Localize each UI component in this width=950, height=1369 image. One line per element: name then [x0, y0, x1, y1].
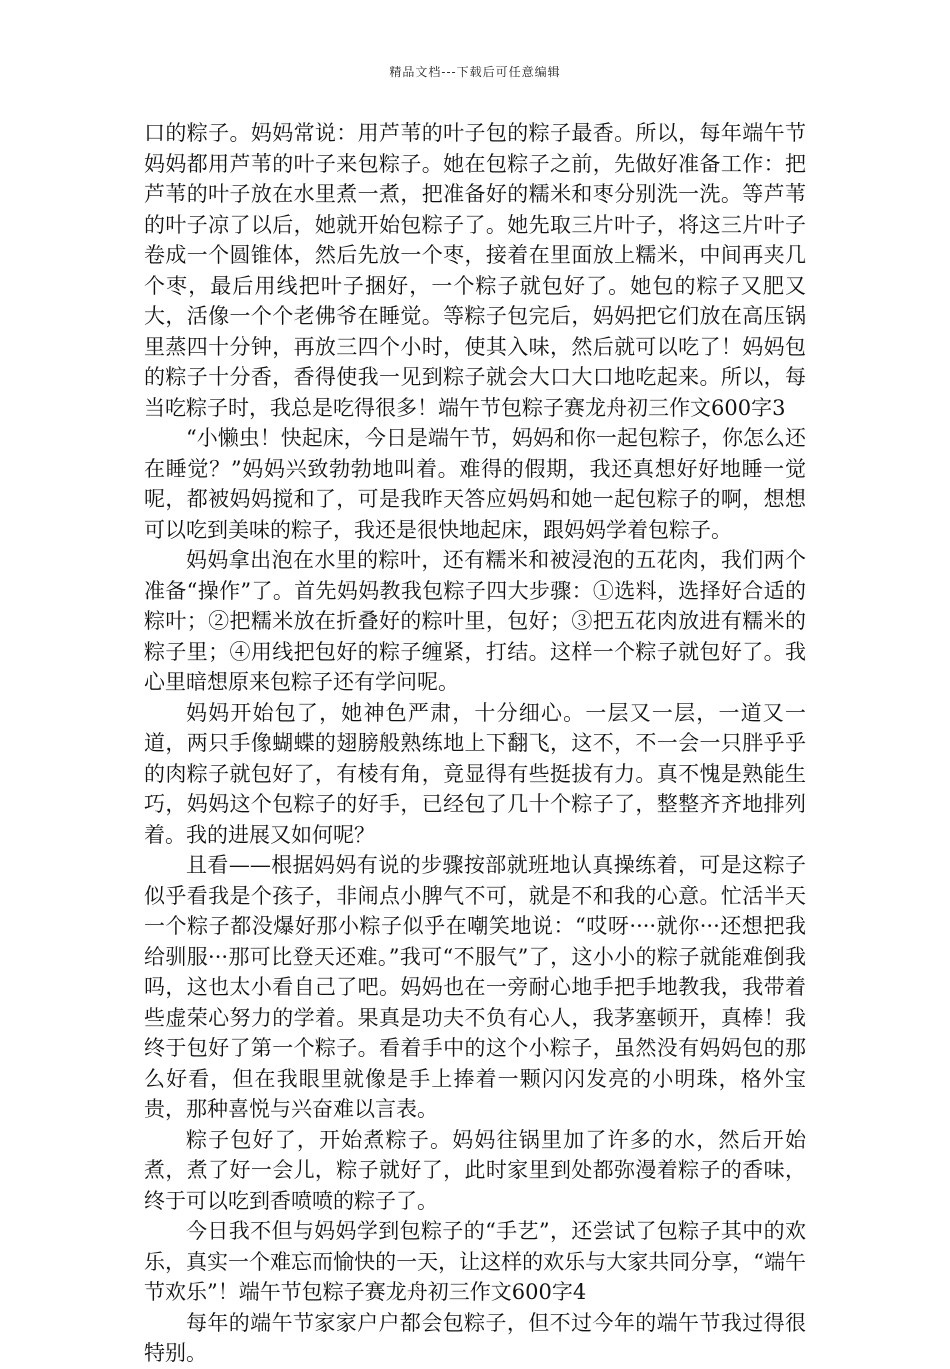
paragraph-7: 今日我不但与妈妈学到包粽子的“手艺”，还尝试了包粽子其中的欢乐，真实一个难忘而愉快的一天，让这样的欢乐与大家共同分享，“端午节欢乐”！端午节包粽子赛龙舟初三作文600字4	[144, 1219, 806, 1304]
paragraph-3: 妈妈拿出泡在水里的粽叶，还有糯米和被浸泡的五花肉，我们两个准备“操作”了。首先妈妈教我包粽子四大步骤：①选料，选择好合适的粽叶；②把糯米放在折叠好的粽叶里，包好；③把五花肉放进有糯米的粽子里；④用线把包好的粽子缠紧，打结。这样一个粽子就包好了。我心里暗想原来包粽子还有学问呢。	[144, 548, 806, 694]
paragraph-1: 口的粽子。妈妈常说：用芦苇的叶子包的粽子最香。所以，每年端午节妈妈都用芦苇的叶子来包粽子。她在包粽子之前，先做好准备工作：把芦苇的叶子放在水里煮一煮，把准备好的糯米和枣分别洗一洗。等芦苇的叶子凉了以后，她就开始包粽子了。她先取三片叶子，将这三片叶子卷成一个圆锥体，然后先放一个枣，接着在里面放上糯米，中间再夹几个枣，最后用线把叶子捆好，一个粽子就包好了。她包的粽子又肥又大，活像一个个老佛爷在睡觉。等粽子包完后，妈妈把它们放在高压锅里蒸四十分钟，再放三四个小时，使其入味，然后就可以吃了！妈妈包的粽子十分香，香得使我一见到粽子就会大口大口地吃起来。所以，每当吃粽子时，我总是吃得很多！端午节包粽子赛龙舟初三作文600字3	[144, 121, 806, 420]
document-body	[144, 118, 806, 1369]
page-header: 精品文档---下载后可任意编辑	[389, 65, 561, 79]
paragraph-4: 妈妈开始包了，她神色严肃，十分细心。一层又一层，一道又一道，两只手像蝴蝶的翅膀般熟练地上下翻飞，这不，不一会一只胖乎乎的肉粽子就包好了，有棱有角，竟显得有些挺拔有力。真不愧是熟能生巧，妈妈这个包粽子的好手，已经包了几十个粽子了，整整齐齐地排列着。我的进展又如何呢？	[144, 700, 806, 847]
paragraph-2: “小懒虫！快起床，今日是端午节，妈妈和你一起包粽子，你怎么还在睡觉？”妈妈兴致勃勃地叫着。难得的假期，我还真想好好地睡一觉呢，都被妈妈搅和了，可是我昨天答应妈妈和她一起包粽子的啊，想想可以吃到美味的粽子，我还是很快地起床，跟妈妈学着包粽子。	[144, 426, 806, 542]
paragraph-6: 粽子包好了，开始煮粽子。妈妈往锅里加了许多的水，然后开始煮，煮了好一会儿，粽子就好了，此时家里到处都弥漫着粽子的香味，终于可以吃到香喷喷的粽子了。	[144, 1127, 806, 1213]
paragraph-5: 且看——根据妈妈有说的步骤按部就班地认真操练着，可是这粽子似乎看我是个孩子，非闹点小脾气不可，就是不和我的心意。忙活半天一个粽子都没爆好那小粽子似乎在嘲笑地说：“哎呀····就你···还想把我给驯服···那可比登天还难。”我可“不服气”了，这小小的粽子就能难倒我吗，这也太小看自己了吧。妈妈也在一旁耐心地手把手地教我，我带着些虚荣心努力的学着。果真是功夫不负有心人，我茅塞顿开，真棒！我终于包好了第一个粽子。看着手中的这个小粽子，虽然没有妈妈包的那么好看，但在我眼里就像是手上捧着一颗闪闪发亮的小明珠，格外宝贵，那种喜悦与兴奋难以言表。	[144, 853, 806, 1121]
paragraph-8: 每年的端午节家家户户都会包粽子，但不过今年的端午节我过得很特别。	[144, 1310, 806, 1365]
